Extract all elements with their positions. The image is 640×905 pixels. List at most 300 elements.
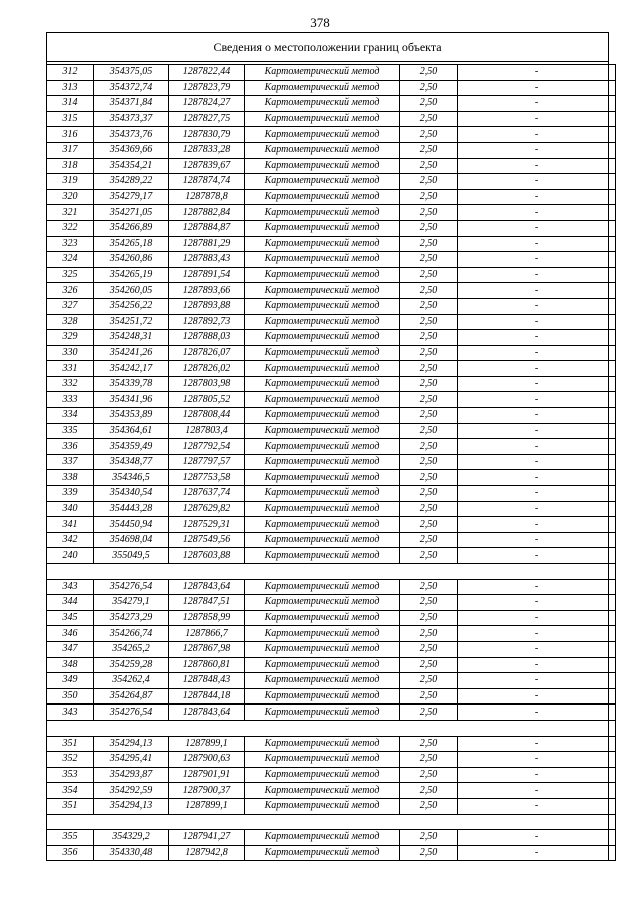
method-cell: Картометрический метод — [245, 376, 400, 392]
accuracy-cell: 2,50 — [400, 517, 458, 533]
note-cell: - — [458, 626, 616, 642]
point-number-cell: 342 — [47, 532, 94, 548]
accuracy-cell: 2,50 — [400, 579, 458, 595]
table-row — [47, 439, 616, 455]
note-cell: - — [458, 783, 616, 799]
x-coordinate-cell: 354353,89 — [94, 408, 169, 424]
table-title: Сведения о местоположении границ объекта — [47, 33, 608, 62]
accuracy-cell: 2,50 — [400, 174, 458, 190]
accuracy-cell: 2,50 — [400, 767, 458, 783]
accuracy-cell: 2,50 — [400, 252, 458, 268]
method-cell: Картометрический метод — [245, 408, 400, 424]
method-cell: Картометрический метод — [245, 314, 400, 330]
accuracy-cell: 2,50 — [400, 470, 458, 486]
table-row — [47, 657, 616, 673]
note-cell: - — [458, 845, 616, 861]
y-coordinate-cell: 1287866,7 — [169, 626, 245, 642]
note-cell: - — [458, 330, 616, 346]
table-row — [47, 517, 616, 533]
note-cell: - — [458, 267, 616, 283]
point-number-cell: 332 — [47, 376, 94, 392]
separator-cell — [47, 814, 616, 830]
method-cell: Картометрический метод — [245, 454, 400, 470]
method-cell: Картометрический метод — [245, 127, 400, 143]
y-coordinate-cell: 1287881,29 — [169, 236, 245, 252]
coordinates-table — [46, 64, 616, 861]
x-coordinate-cell: 354289,22 — [94, 174, 169, 190]
x-coordinate-cell: 354698,04 — [94, 532, 169, 548]
y-coordinate-cell: 1287848,43 — [169, 673, 245, 689]
note-cell: - — [458, 252, 616, 268]
separator-cell — [47, 720, 616, 736]
table-row — [47, 767, 616, 783]
table-row — [47, 752, 616, 768]
method-cell: Картометрический метод — [245, 845, 400, 861]
table-row — [47, 595, 616, 611]
accuracy-cell: 2,50 — [400, 501, 458, 517]
point-number-cell: 326 — [47, 283, 94, 299]
method-cell: Картометрический метод — [245, 205, 400, 221]
table-row — [47, 283, 616, 299]
x-coordinate-cell: 354241,26 — [94, 345, 169, 361]
point-number-cell: 341 — [47, 517, 94, 533]
x-coordinate-cell: 354265,2 — [94, 641, 169, 657]
method-cell: Картометрический метод — [245, 704, 400, 720]
table-row — [47, 392, 616, 408]
y-coordinate-cell: 1287603,88 — [169, 548, 245, 564]
accuracy-cell: 2,50 — [400, 439, 458, 455]
accuracy-cell: 2,50 — [400, 236, 458, 252]
method-cell: Картометрический метод — [245, 595, 400, 611]
point-number-cell: 313 — [47, 80, 94, 96]
note-cell: - — [458, 830, 616, 846]
note-cell: - — [458, 704, 616, 720]
note-cell: - — [458, 111, 616, 127]
y-coordinate-cell: 1287797,57 — [169, 454, 245, 470]
point-number-cell: 344 — [47, 595, 94, 611]
y-coordinate-cell: 1287843,64 — [169, 704, 245, 720]
note-cell: - — [458, 376, 616, 392]
y-coordinate-cell: 1287843,64 — [169, 579, 245, 595]
method-cell: Картометрический метод — [245, 345, 400, 361]
method-cell: Картометрический метод — [245, 158, 400, 174]
y-coordinate-cell: 1287893,66 — [169, 283, 245, 299]
table-row — [47, 205, 616, 221]
x-coordinate-cell: 354329,2 — [94, 830, 169, 846]
method-cell: Картометрический метод — [245, 361, 400, 377]
note-cell: - — [458, 361, 616, 377]
method-cell: Картометрический метод — [245, 830, 400, 846]
table-row — [47, 189, 616, 205]
note-cell: - — [458, 752, 616, 768]
table-row — [47, 361, 616, 377]
accuracy-cell: 2,50 — [400, 798, 458, 814]
accuracy-cell: 2,50 — [400, 454, 458, 470]
note-cell: - — [458, 205, 616, 221]
method-cell: Картометрический метод — [245, 111, 400, 127]
x-coordinate-cell: 354375,05 — [94, 65, 169, 81]
x-coordinate-cell: 354266,89 — [94, 220, 169, 236]
y-coordinate-cell: 1287833,28 — [169, 142, 245, 158]
y-coordinate-cell: 1287839,67 — [169, 158, 245, 174]
accuracy-cell: 2,50 — [400, 142, 458, 158]
table-row — [47, 641, 616, 657]
table-row — [47, 314, 616, 330]
separator-row — [47, 564, 616, 580]
x-coordinate-cell: 354292,59 — [94, 783, 169, 799]
method-cell: Картометрический метод — [245, 65, 400, 81]
note-cell: - — [458, 486, 616, 502]
accuracy-cell: 2,50 — [400, 423, 458, 439]
table-row — [47, 267, 616, 283]
table-row — [47, 830, 616, 846]
x-coordinate-cell: 354264,87 — [94, 688, 169, 704]
point-number-cell: 345 — [47, 610, 94, 626]
method-cell: Картометрический метод — [245, 626, 400, 642]
note-cell: - — [458, 532, 616, 548]
y-coordinate-cell: 1287942,8 — [169, 845, 245, 861]
note-cell: - — [458, 127, 616, 143]
note-cell: - — [458, 392, 616, 408]
method-cell: Картометрический метод — [245, 252, 400, 268]
x-coordinate-cell: 354354,21 — [94, 158, 169, 174]
accuracy-cell: 2,50 — [400, 330, 458, 346]
y-coordinate-cell: 1287878,8 — [169, 189, 245, 205]
x-coordinate-cell: 354443,28 — [94, 501, 169, 517]
table-row — [47, 345, 616, 361]
point-number-cell: 337 — [47, 454, 94, 470]
accuracy-cell: 2,50 — [400, 96, 458, 112]
boundary-table-frame — [46, 32, 609, 861]
note-cell: - — [458, 220, 616, 236]
table-row — [47, 736, 616, 752]
accuracy-cell: 2,50 — [400, 408, 458, 424]
point-number-cell: 322 — [47, 220, 94, 236]
x-coordinate-cell: 354259,28 — [94, 657, 169, 673]
accuracy-cell: 2,50 — [400, 220, 458, 236]
accuracy-cell: 2,50 — [400, 610, 458, 626]
point-number-cell: 349 — [47, 673, 94, 689]
note-cell: - — [458, 345, 616, 361]
y-coordinate-cell: 1287629,82 — [169, 501, 245, 517]
table-row — [47, 330, 616, 346]
point-number-cell: 327 — [47, 298, 94, 314]
x-coordinate-cell: 354369,66 — [94, 142, 169, 158]
accuracy-cell: 2,50 — [400, 298, 458, 314]
table-row — [47, 626, 616, 642]
accuracy-cell: 2,50 — [400, 376, 458, 392]
table-row — [47, 798, 616, 814]
point-number-cell: 338 — [47, 470, 94, 486]
table-row — [47, 845, 616, 861]
method-cell: Картометрический метод — [245, 96, 400, 112]
y-coordinate-cell: 1287822,44 — [169, 65, 245, 81]
x-coordinate-cell: 354339,78 — [94, 376, 169, 392]
table-row — [47, 96, 616, 112]
x-coordinate-cell: 354346,5 — [94, 470, 169, 486]
y-coordinate-cell: 1287808,44 — [169, 408, 245, 424]
method-cell: Картометрический метод — [245, 752, 400, 768]
y-coordinate-cell: 1287893,88 — [169, 298, 245, 314]
table-row — [47, 423, 616, 439]
x-coordinate-cell: 354330,48 — [94, 845, 169, 861]
accuracy-cell: 2,50 — [400, 845, 458, 861]
method-cell: Картометрический метод — [245, 298, 400, 314]
point-number-cell: 343 — [47, 704, 94, 720]
note-cell: - — [458, 501, 616, 517]
y-coordinate-cell: 1287529,31 — [169, 517, 245, 533]
x-coordinate-cell: 354341,96 — [94, 392, 169, 408]
method-cell: Картометрический метод — [245, 641, 400, 657]
method-cell: Картометрический метод — [245, 798, 400, 814]
note-cell: - — [458, 158, 616, 174]
method-cell: Картометрический метод — [245, 532, 400, 548]
y-coordinate-cell: 1287803,4 — [169, 423, 245, 439]
accuracy-cell: 2,50 — [400, 127, 458, 143]
x-coordinate-cell: 354371,84 — [94, 96, 169, 112]
table-row — [47, 704, 616, 720]
y-coordinate-cell: 1287826,07 — [169, 345, 245, 361]
x-coordinate-cell: 354373,76 — [94, 127, 169, 143]
accuracy-cell: 2,50 — [400, 65, 458, 81]
point-number-cell: 356 — [47, 845, 94, 861]
point-number-cell: 331 — [47, 361, 94, 377]
y-coordinate-cell: 1287900,63 — [169, 752, 245, 768]
y-coordinate-cell: 1287753,58 — [169, 470, 245, 486]
table-row — [47, 470, 616, 486]
note-cell: - — [458, 736, 616, 752]
note-cell: - — [458, 579, 616, 595]
method-cell: Картометрический метод — [245, 610, 400, 626]
note-cell: - — [458, 298, 616, 314]
method-cell: Картометрический метод — [245, 392, 400, 408]
point-number-cell: 346 — [47, 626, 94, 642]
y-coordinate-cell: 1287637,74 — [169, 486, 245, 502]
accuracy-cell: 2,50 — [400, 688, 458, 704]
method-cell: Картометрический метод — [245, 80, 400, 96]
x-coordinate-cell: 354276,54 — [94, 579, 169, 595]
accuracy-cell: 2,50 — [400, 548, 458, 564]
table-row — [47, 783, 616, 799]
note-cell: - — [458, 610, 616, 626]
y-coordinate-cell: 1287824,27 — [169, 96, 245, 112]
y-coordinate-cell: 1287830,79 — [169, 127, 245, 143]
table-row — [47, 610, 616, 626]
x-coordinate-cell: 354279,17 — [94, 189, 169, 205]
y-coordinate-cell: 1287874,74 — [169, 174, 245, 190]
table-row — [47, 158, 616, 174]
y-coordinate-cell: 1287803,98 — [169, 376, 245, 392]
accuracy-cell: 2,50 — [400, 595, 458, 611]
x-coordinate-cell: 354265,18 — [94, 236, 169, 252]
accuracy-cell: 2,50 — [400, 283, 458, 299]
method-cell: Картометрический метод — [245, 174, 400, 190]
accuracy-cell: 2,50 — [400, 486, 458, 502]
note-cell: - — [458, 439, 616, 455]
table-row — [47, 688, 616, 704]
y-coordinate-cell: 1287884,87 — [169, 220, 245, 236]
point-number-cell: 324 — [47, 252, 94, 268]
method-cell: Картометрический метод — [245, 579, 400, 595]
x-coordinate-cell: 354348,77 — [94, 454, 169, 470]
accuracy-cell: 2,50 — [400, 158, 458, 174]
method-cell: Картометрический метод — [245, 423, 400, 439]
table-row — [47, 454, 616, 470]
method-cell: Картометрический метод — [245, 736, 400, 752]
method-cell: Картометрический метод — [245, 486, 400, 502]
table-row — [47, 142, 616, 158]
x-coordinate-cell: 354293,87 — [94, 767, 169, 783]
note-cell: - — [458, 595, 616, 611]
method-cell: Картометрический метод — [245, 220, 400, 236]
x-coordinate-cell: 354295,41 — [94, 752, 169, 768]
table-row — [47, 298, 616, 314]
table-row — [47, 174, 616, 190]
note-cell: - — [458, 96, 616, 112]
method-cell: Картометрический метод — [245, 767, 400, 783]
x-coordinate-cell: 354450,94 — [94, 517, 169, 533]
x-coordinate-cell: 354265,19 — [94, 267, 169, 283]
accuracy-cell: 2,50 — [400, 830, 458, 846]
table-row — [47, 532, 616, 548]
accuracy-cell: 2,50 — [400, 783, 458, 799]
y-coordinate-cell: 1287792,54 — [169, 439, 245, 455]
point-number-cell: 353 — [47, 767, 94, 783]
method-cell: Картометрический метод — [245, 673, 400, 689]
point-number-cell: 320 — [47, 189, 94, 205]
accuracy-cell: 2,50 — [400, 80, 458, 96]
y-coordinate-cell: 1287883,43 — [169, 252, 245, 268]
y-coordinate-cell: 1287867,98 — [169, 641, 245, 657]
coordinates-table-body — [47, 65, 616, 861]
table-row — [47, 376, 616, 392]
note-cell: - — [458, 65, 616, 81]
accuracy-cell: 2,50 — [400, 673, 458, 689]
point-number-cell: 351 — [47, 798, 94, 814]
x-coordinate-cell: 354294,13 — [94, 798, 169, 814]
point-number-cell: 318 — [47, 158, 94, 174]
point-number-cell: 340 — [47, 501, 94, 517]
x-coordinate-cell: 354251,72 — [94, 314, 169, 330]
x-coordinate-cell: 354260,86 — [94, 252, 169, 268]
point-number-cell: 335 — [47, 423, 94, 439]
y-coordinate-cell: 1287860,81 — [169, 657, 245, 673]
point-number-cell: 323 — [47, 236, 94, 252]
note-cell: - — [458, 688, 616, 704]
y-coordinate-cell: 1287827,75 — [169, 111, 245, 127]
table-row — [47, 501, 616, 517]
accuracy-cell: 2,50 — [400, 345, 458, 361]
accuracy-cell: 2,50 — [400, 641, 458, 657]
x-coordinate-cell: 354273,29 — [94, 610, 169, 626]
point-number-cell: 343 — [47, 579, 94, 595]
note-cell: - — [458, 283, 616, 299]
note-cell: - — [458, 80, 616, 96]
method-cell: Картометрический метод — [245, 688, 400, 704]
note-cell: - — [458, 314, 616, 330]
table-row — [47, 673, 616, 689]
y-coordinate-cell: 1287858,99 — [169, 610, 245, 626]
note-cell: - — [458, 673, 616, 689]
x-coordinate-cell: 354266,74 — [94, 626, 169, 642]
method-cell: Картометрический метод — [245, 501, 400, 517]
point-number-cell: 314 — [47, 96, 94, 112]
x-coordinate-cell: 354372,74 — [94, 80, 169, 96]
y-coordinate-cell: 1287549,56 — [169, 532, 245, 548]
point-number-cell: 334 — [47, 408, 94, 424]
point-number-cell: 321 — [47, 205, 94, 221]
y-coordinate-cell: 1287805,52 — [169, 392, 245, 408]
x-coordinate-cell: 354364,61 — [94, 423, 169, 439]
page-number: 378 — [310, 15, 330, 30]
accuracy-cell: 2,50 — [400, 704, 458, 720]
y-coordinate-cell: 1287826,02 — [169, 361, 245, 377]
point-number-cell: 352 — [47, 752, 94, 768]
x-coordinate-cell: 354294,13 — [94, 736, 169, 752]
table-row — [47, 111, 616, 127]
accuracy-cell: 2,50 — [400, 205, 458, 221]
note-cell: - — [458, 798, 616, 814]
accuracy-cell: 2,50 — [400, 361, 458, 377]
note-cell: - — [458, 470, 616, 486]
point-number-cell: 315 — [47, 111, 94, 127]
note-cell: - — [458, 517, 616, 533]
y-coordinate-cell: 1287888,03 — [169, 330, 245, 346]
accuracy-cell: 2,50 — [400, 532, 458, 548]
x-coordinate-cell: 354359,49 — [94, 439, 169, 455]
point-number-cell: 316 — [47, 127, 94, 143]
y-coordinate-cell: 1287891,54 — [169, 267, 245, 283]
y-coordinate-cell: 1287900,37 — [169, 783, 245, 799]
separator-row — [47, 814, 616, 830]
x-coordinate-cell: 354276,54 — [94, 704, 169, 720]
x-coordinate-cell: 355049,5 — [94, 548, 169, 564]
accuracy-cell: 2,50 — [400, 657, 458, 673]
note-cell: - — [458, 236, 616, 252]
note-cell: - — [458, 767, 616, 783]
table-row — [47, 65, 616, 81]
method-cell: Картометрический метод — [245, 470, 400, 486]
y-coordinate-cell: 1287899,1 — [169, 736, 245, 752]
point-number-cell: 355 — [47, 830, 94, 846]
table-row — [47, 80, 616, 96]
method-cell: Картометрический метод — [245, 236, 400, 252]
y-coordinate-cell: 1287892,73 — [169, 314, 245, 330]
table-row — [47, 127, 616, 143]
separator-cell — [47, 564, 616, 580]
method-cell: Картометрический метод — [245, 267, 400, 283]
separator-row — [47, 720, 616, 736]
accuracy-cell: 2,50 — [400, 314, 458, 330]
point-number-cell: 351 — [47, 736, 94, 752]
point-number-cell: 240 — [47, 548, 94, 564]
point-number-cell: 325 — [47, 267, 94, 283]
point-number-cell: 348 — [47, 657, 94, 673]
note-cell: - — [458, 408, 616, 424]
accuracy-cell: 2,50 — [400, 267, 458, 283]
point-number-cell: 329 — [47, 330, 94, 346]
method-cell: Картометрический метод — [245, 439, 400, 455]
x-coordinate-cell: 354271,05 — [94, 205, 169, 221]
x-coordinate-cell: 354260,05 — [94, 283, 169, 299]
table-row — [47, 548, 616, 564]
y-coordinate-cell: 1287847,51 — [169, 595, 245, 611]
accuracy-cell: 2,50 — [400, 111, 458, 127]
table-row — [47, 408, 616, 424]
point-number-cell: 354 — [47, 783, 94, 799]
x-coordinate-cell: 354256,22 — [94, 298, 169, 314]
note-cell: - — [458, 454, 616, 470]
